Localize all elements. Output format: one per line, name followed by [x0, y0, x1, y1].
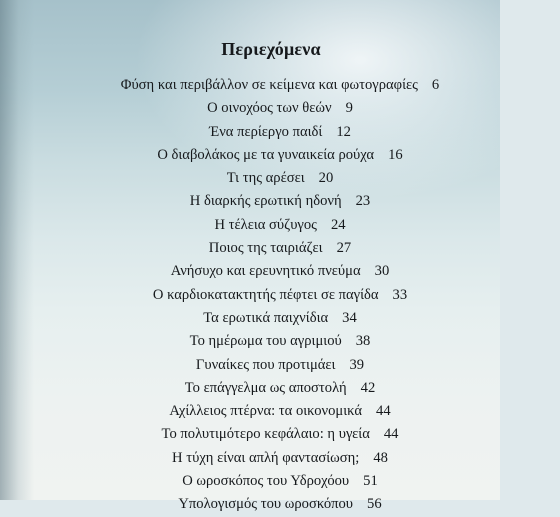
- toc-entry: [0, 121, 560, 144]
- toc-entry: [0, 74, 560, 97]
- table-of-contents: [0, 74, 560, 517]
- toc-entry-title: Ανήσυχο και ερευνητικό πνεύμα: [170, 263, 361, 280]
- toc-entry-title: Ο ωροσκόπος του Υδροχόου: [182, 473, 350, 490]
- toc-entry: [0, 354, 560, 377]
- toc-entry: [0, 190, 560, 213]
- toc-entry-page: 27: [336, 240, 352, 257]
- toc-entry-title: Φύση και περιβάλλον σε κείμενα και φωτογραφίες: [120, 77, 418, 93]
- toc-entry-page: 23: [355, 193, 371, 210]
- toc-entry-title: Ο καρδιοκατακτητής πέφτει σε παγίδα: [152, 286, 379, 303]
- toc-entry-title: Το επάγγελμα ως αποστολή: [184, 379, 347, 396]
- toc-entry-title: Ένα περίεργο παιδί: [209, 123, 323, 140]
- toc-entry-title: Τα ερωτικά παιχνίδια: [203, 309, 329, 326]
- toc-entry-page: 24: [330, 216, 346, 233]
- toc-entry-title: Υπολογισμός του ωροσκόπου: [178, 496, 354, 513]
- toc-entry-page: 51: [363, 473, 378, 490]
- toc-entry: [0, 284, 560, 307]
- toc-entry: [0, 493, 560, 516]
- toc-entry-page: 16: [388, 146, 403, 163]
- toc-entry-title: Ο διαβολάκος με τα γυναικεία ρούχα: [157, 146, 375, 163]
- toc-entry: [0, 447, 560, 470]
- toc-entry-title: Γυναίκες που προτιμάει: [195, 356, 336, 373]
- toc-entry-page: 39: [349, 356, 365, 373]
- toc-entry-title: Η διαρκής ερωτική ηδονή: [189, 193, 342, 210]
- toc-entry: [0, 144, 560, 167]
- toc-entry-page: 33: [392, 286, 408, 303]
- toc-entry: [0, 377, 560, 400]
- toc-entry-page: 38: [355, 333, 371, 350]
- toc-entry-title: Η τέλεια σύζυγος: [214, 216, 317, 233]
- toc-entry-title: Η τύχη είναι απλή φαντασίωση;: [172, 449, 360, 466]
- toc-entry: [0, 214, 560, 237]
- toc-entry: [0, 260, 560, 283]
- toc-entry-page: 6: [431, 77, 440, 93]
- toc-entry-page: 20: [318, 170, 334, 187]
- toc-entry-title: Αχίλλειος πτέρνα: τα οικονομικά: [169, 403, 363, 420]
- toc-entry: [0, 400, 560, 423]
- toc-entry: [0, 470, 560, 493]
- toc-entry: [0, 330, 560, 353]
- toc-entry-title: Τι της αρέσει: [226, 170, 305, 187]
- toc-entry-title: Ποιος της ταιριάζει: [208, 240, 323, 257]
- toc-entry-page: 12: [336, 123, 351, 140]
- toc-entry-page: 34: [342, 309, 357, 326]
- toc-entry-title: Ο οινοχόος των θεών: [207, 100, 332, 117]
- toc-entry-page: 44: [376, 403, 391, 420]
- toc-entry-page: 48: [373, 449, 388, 466]
- toc-entry: [0, 167, 560, 190]
- toc-entry-title: Το πολυτιμότερο κεφάλαιο: η υγεία: [161, 426, 370, 443]
- toc-entry: [0, 423, 560, 446]
- toc-entry-page: 56: [367, 496, 382, 513]
- toc-entry-page: 30: [374, 263, 390, 280]
- toc-entry: [0, 237, 560, 260]
- page-title: Περιεχόμενα: [221, 39, 321, 59]
- toc-entry-title: Το ημέρωμα του αγριμιού: [189, 333, 342, 350]
- toc-entry: [0, 97, 560, 120]
- toc-entry-page: 42: [360, 379, 376, 396]
- toc-entry-page: 9: [345, 100, 353, 117]
- toc-entry: [0, 307, 560, 330]
- toc-entry-page: 44: [383, 426, 399, 443]
